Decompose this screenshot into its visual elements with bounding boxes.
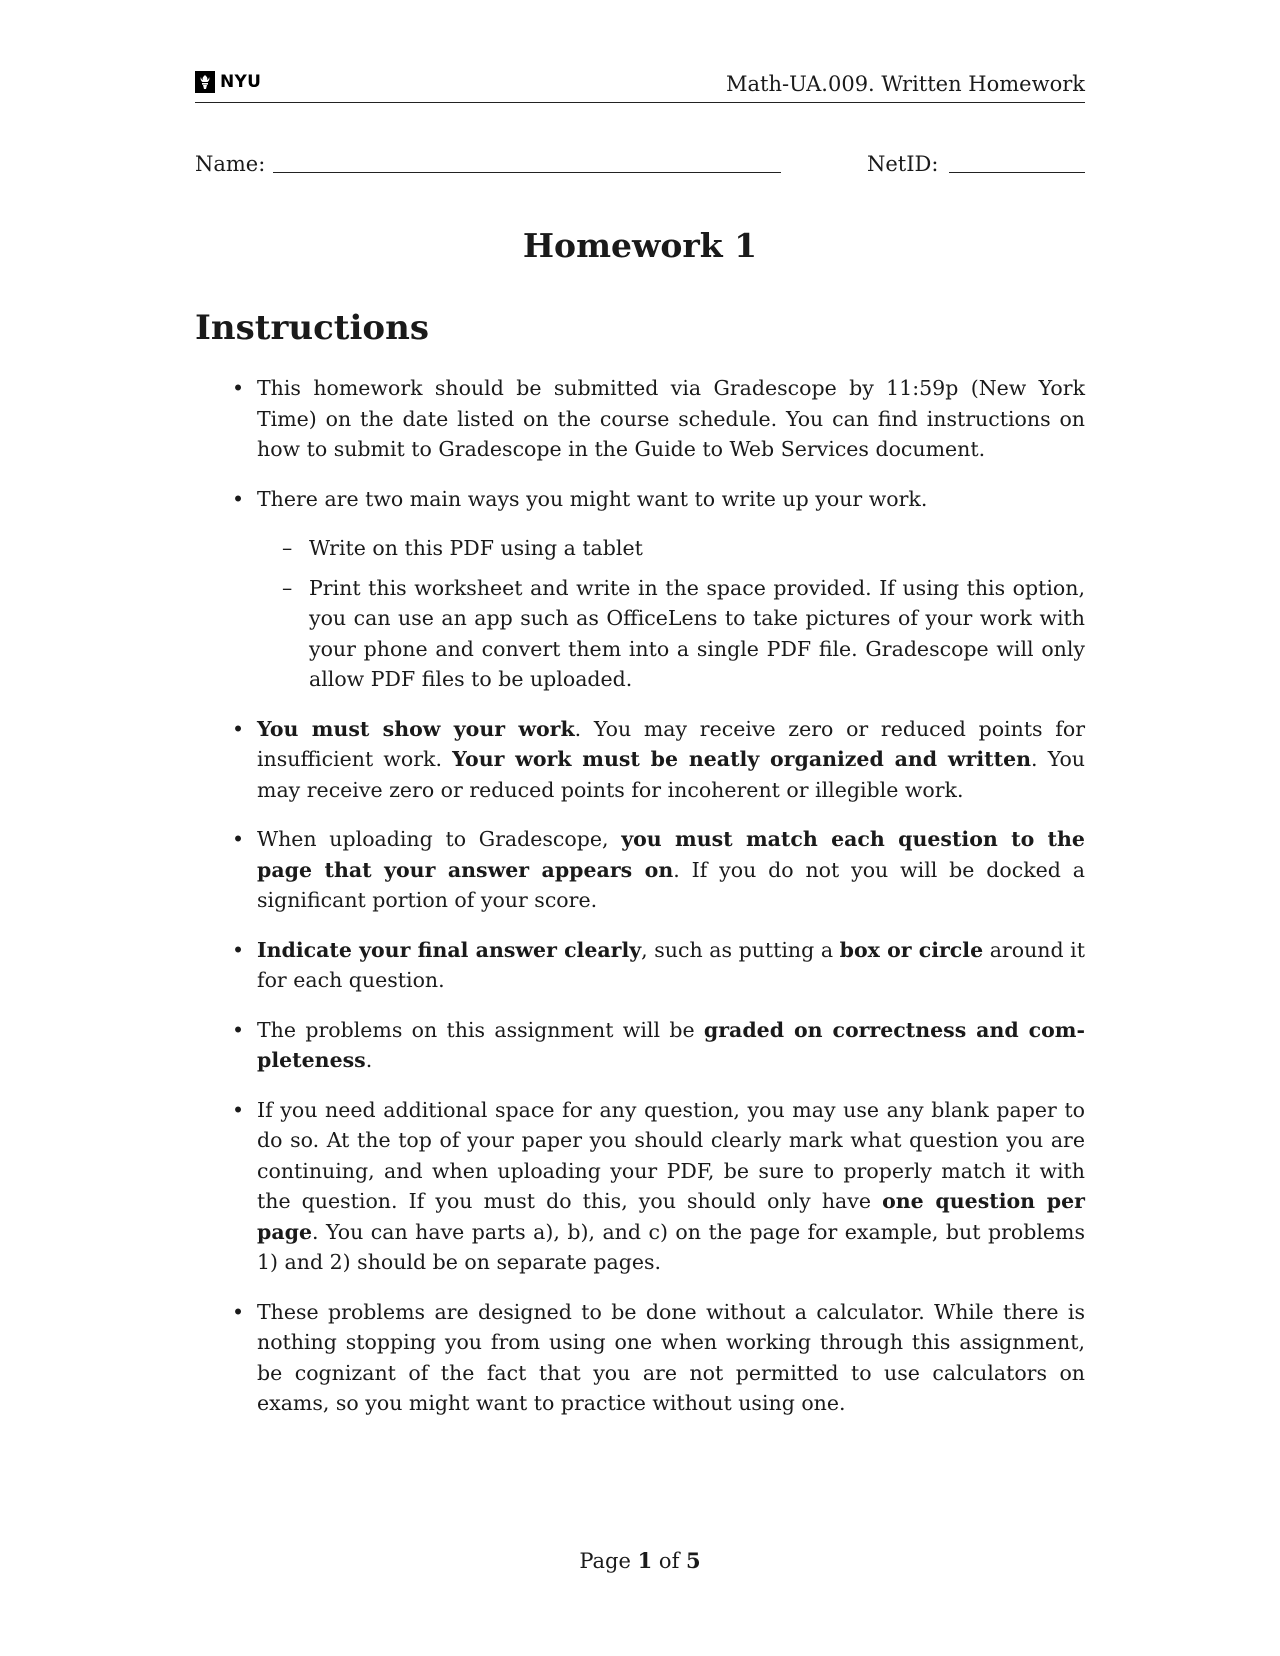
torch-icon xyxy=(195,71,215,93)
emphasis-text: one question per page xyxy=(257,1189,1085,1244)
student-info-row xyxy=(195,150,1085,180)
item-text: . You may receive zero or reduced points for incoherent or illegible work. xyxy=(257,747,1086,802)
bullet-icon: • xyxy=(232,1017,245,1042)
logo-text: NYU xyxy=(220,72,262,92)
list-item xyxy=(195,1095,1085,1278)
item-text: . If you do not you will be docked a significant portion of your score. xyxy=(257,857,1085,912)
page-footer xyxy=(0,1548,1280,1573)
item-text: These problems are designed to be done without a calculator. While there is nothing stopping you from using one when working through this assignment, be cognizant of the fact that you are not permitted to use calculators on exams, so you might want to practice without using one. xyxy=(257,1299,1085,1415)
item-text: When uploading to Gradescope, xyxy=(257,827,622,851)
bullet-icon: • xyxy=(232,1097,245,1122)
emphasis-text: You must show your work xyxy=(257,716,575,741)
course-title: Math-UA.009. Written Homework xyxy=(726,72,1085,96)
item-text: . You may receive zero or reduced points for insufficient work. xyxy=(257,716,1085,771)
sub-list-item xyxy=(257,573,1085,695)
sub-item-text: Write on this PDF using a tablet xyxy=(309,536,643,560)
bullet-icon: • xyxy=(232,937,245,962)
page-word: Page xyxy=(579,1549,631,1573)
name-label: Name: xyxy=(195,152,266,176)
item-text: If you need additional space for any question, you may use any blank paper to do so. At the top of your paper you should clearly mark what question you are continuing, and when uploading your PDF, be sure to properly match it with the question. If you must do this, you should only have xyxy=(257,1097,1085,1213)
page-header xyxy=(195,66,1085,103)
item-text: , such as putting a xyxy=(641,937,840,962)
emphasis-text: graded on correctness and completeness xyxy=(257,1017,1085,1072)
instructions-list xyxy=(195,373,1085,1438)
sub-list-item xyxy=(257,533,1085,564)
bullet-icon: • xyxy=(232,376,245,400)
page-title: Homework 1 xyxy=(522,226,758,265)
emphasis-text: box or circle xyxy=(839,937,984,962)
total-pages-number: 5 xyxy=(686,1548,701,1573)
name-blank-line xyxy=(273,172,781,173)
item-text: The problems on this assignment will be xyxy=(257,1017,704,1042)
dash-icon: – xyxy=(282,536,293,560)
list-item xyxy=(195,1015,1085,1076)
item-text: . xyxy=(365,1048,373,1072)
item-text: around it for each question. xyxy=(257,937,1085,992)
list-item xyxy=(195,935,1085,996)
emphasis-text: you must match each question to the page that your answer appears on xyxy=(257,827,1085,882)
current-page-number: 1 xyxy=(637,1548,653,1573)
of-word: of xyxy=(658,1549,680,1573)
list-item xyxy=(195,1297,1085,1419)
sub-item-text: Print this worksheet and write in the space provided. If using this option, you can use an app such as OfficeLens to take pictures of your work with your phone and convert them into a single PDF file. Gradescope will only allow PDF files to be uploaded. xyxy=(309,575,1085,691)
sub-list xyxy=(257,533,1085,695)
netid-label: NetID: xyxy=(867,152,939,176)
list-item xyxy=(195,484,1085,695)
list-item xyxy=(195,714,1085,806)
nyu-logo xyxy=(195,70,261,94)
list-item xyxy=(195,824,1085,916)
item-text: . You can have parts a), b), and c) on the page for example, but problems 1) and 2) should be on separate pages. xyxy=(257,1219,1085,1274)
bullet-icon: • xyxy=(232,1299,245,1324)
emphasis-text: Your work must be neatly organized and written xyxy=(452,747,1032,771)
emphasis-text: Indicate your final answer clearly xyxy=(257,937,642,962)
bullet-icon: • xyxy=(232,716,245,741)
bullet-icon: • xyxy=(232,827,245,851)
item-text: There are two main ways you might want to write up your work. xyxy=(257,486,928,511)
section-heading: Instructions xyxy=(195,308,429,348)
bullet-icon: • xyxy=(232,486,245,511)
list-item xyxy=(195,373,1085,465)
dash-icon: – xyxy=(282,575,293,600)
netid-blank-line xyxy=(949,172,1085,173)
item-text: This homework should be submitted via Gradescope by 11:59p (New York Time) on the date listed on the course schedule. You can find instructions on how to submit to Gradescope in the Guide to Web Services document. xyxy=(257,376,1085,461)
